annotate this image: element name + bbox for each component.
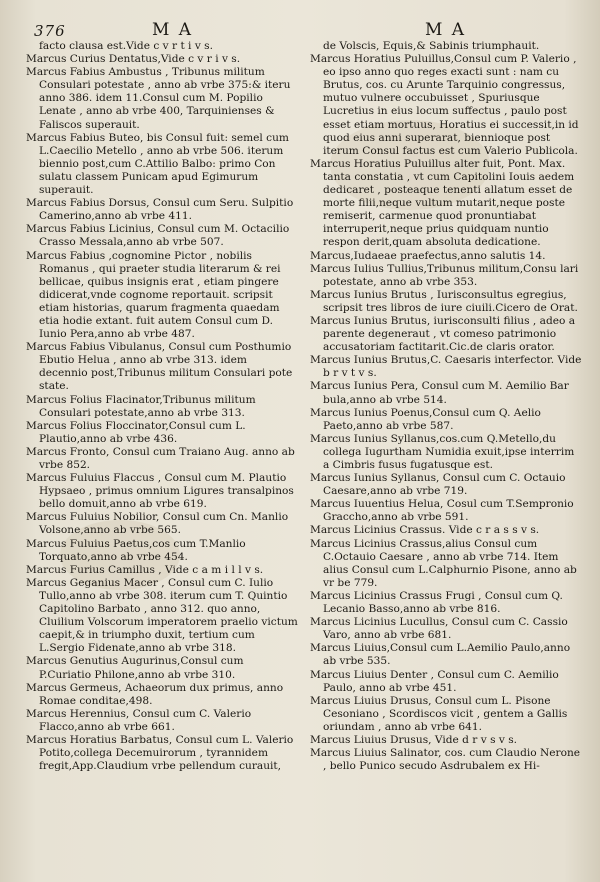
dictionary-entry: Marcus Iunius Syllanus,cos.cum Q.Metello,du collega Iugurtham Numidia exuit,ipse interrim a Cimbris fusus fugatusque est. <box>310 432 575 471</box>
right-running-title: M A <box>425 20 467 40</box>
dictionary-entry: Marcus Liuius Drusus, Consul cum L. Pisone Cesoniano , Scordiscos vicit , gentem a Gallis oriundam , anno ab vrbe 641. <box>310 694 568 733</box>
dictionary-entry: Marcus Fuluius Paetus,cos cum T.Manlio Torquato,anno ab vrbe 454. <box>26 537 246 563</box>
dictionary-entry: Marcus Iunius Poenus,Consul cum Q. Aelio Paeto,anno ab vrbe 587. <box>310 406 541 432</box>
left-running-title: M A <box>152 20 194 40</box>
dictionary-entry: Marcus Folius Floccinator,Consul cum L. Plautio,anno ab vrbe 436. <box>26 419 246 445</box>
dictionary-entry: Marcus Licinius Lucullus, Consul cum C. Cassio Varo, anno ab vrbe 681. <box>310 616 568 642</box>
dictionary-entry: Marcus Licinius Crassus. Vide c r a s s v s. <box>310 524 540 537</box>
dictionary-entry: Marcus Genutius Augurinus,Consul cum P.Curiatio Philone,anno ab vrbe 310. <box>26 655 244 681</box>
dictionary-entry: Marcus Fabius ,cognomine Pictor , nobilis Romanus , qui praeter studia literarum & rei bellicae, quibus insignis erat , etiam pingere didicerat,vnde cognome reportauit. scripsit etiam historias, quarum fragmenta quaedam etia hodie extant. fuit autem Consul cum D. Iunio Pera,anno ab vrbe 487. <box>26 249 281 341</box>
dictionary-entry: Marcus Horatius Puluillus alter fuit, Pont. Max. tanta constatia , vt cum Capitolini Iouis aedem dedicaret , posteaque tenenti allatum esset de morte filii,neque vultum mutarit,neque poste remiserit, carmenue quod pronuntiabat interruperit,neque prius quidquam nuntio respon derit,quam absoluta dedicatione. <box>310 157 575 249</box>
dictionary-entry: Marcus Fabius Buteo, bis Consul fuit: semel cum L.Caecilio Metello , anno ab vrbe 506. iterum biennio post,cum C.Attilio Balbo: primo Con sulatu classem Punicam apud Egimurum superauit. <box>26 131 289 197</box>
dictionary-entry: Marcus Licinius Crassus,alius Consul cum C.Octauio Caesare , anno ab vrbe 714. Item alius Consul cum L.Calphurnio Pisone, anno ab vr be 779. <box>310 537 577 589</box>
dictionary-entry: Marcus Iunius Brutus, iurisconsulti filius , adeo a parente degeneraut , vt comeso patrimonio accusatoriam factitarit.Cic.de claris orator. <box>310 314 576 354</box>
page-number: 376 <box>34 22 66 40</box>
dictionary-entry: Marcus Iunius Brutus , Iurisconsultus egregius, scripsit tres libros de iure ciuili.Cicero de Orat. <box>310 288 578 314</box>
dictionary-entry: Marcus Iunius Pera, Consul cum M. Aemilio Bar bula,anno ab vrbe 514. <box>310 380 569 406</box>
dictionary-entry: Marcus Germeus, Achaeorum dux primus, anno Romae conditae,498. <box>26 681 284 707</box>
right-column <box>310 40 582 773</box>
dictionary-entry: Marcus Fuluius Flaccus , Consul cum M. Plautio Hypsaeo , primus omnium Ligures transalpinos bello domuit,anno ab vrbe 619. <box>26 472 294 511</box>
dictionary-entry: Marcus Furius Camillus , Vide c a m i l l v s. <box>26 563 264 576</box>
dictionary-entry: de Volscis, Equis,& Sabinis triumphauit. <box>323 40 540 52</box>
dictionary-entry: Marcus Fabius Dorsus, Consul cum Seru. Sulpitio Camerino,anno ab vrbe 411. <box>26 197 294 223</box>
dictionary-entry: Marcus Licinius Crassus Frugi , Consul cum Q. Lecanio Basso,anno ab vrbe 816. <box>310 589 563 616</box>
dictionary-entry: Marcus Geganius Macer , Consul cum C. Iulio Tullo,anno ab vrbe 308. iterum cum T. Quintio Capitolino Barbato , anno 312. quo anno, Cluilium Volscorum imperatorem praelio victum caepit,& in triumpho duxit, tertium cum L.Sergio Fidenate,anno ab vrbe 318. <box>26 576 298 655</box>
left-column <box>26 40 298 773</box>
dictionary-entry: Marcus Iulius Tullius,Tribunus militum,Consu lari potestate, anno ab vrbe 353. <box>310 262 579 288</box>
dictionary-entry: Marcus Liuius Salinator, cos. cum Claudio Nerone , bello Punico secudo Asdrubalem ex Hi- <box>310 747 581 773</box>
dictionary-entry: Marcus Iuuentius Helua, Cosul cum T.Sempronio Graccho,anno ab vrbe 591. <box>310 498 574 524</box>
dictionary-entry: Marcus Liuius Denter , Consul cum C. Aemilio Paulo, anno ab vrbe 451. <box>310 668 559 694</box>
dictionary-entry: Marcus Folius Flacinator,Tribunus militum Consulari potestate,anno ab vrbe 313. <box>26 393 256 419</box>
dictionary-entry: Marcus Horatius Barbatus, Consul cum L. Valerio Potito,collega Decemuirorum , tyrannidem fregit,App.Claudium vrbe pellendum curauit, <box>26 733 294 773</box>
dictionary-entry: Marcus Fabius Licinius, Consul cum M. Octacilio Crasso Messala,anno ab vrbe 507. <box>26 223 290 249</box>
dictionary-entry: Marcus,Iudaeae praefectus,anno salutis 14. <box>310 249 546 262</box>
dictionary-entry: Marcus Liuius Drusus, Vide d r v s v s. <box>310 733 518 746</box>
running-header <box>0 18 600 40</box>
dictionary-entry: facto clausa est.Vide c v r t i v s. <box>39 40 213 52</box>
dictionary-entry: Marcus Fabius Vibulanus, Consul cum Posthumio Ebutio Helua , anno ab vrbe 313. idem decennio post,Tribunus militum Consulari pote state. <box>26 341 293 393</box>
dictionary-entry: Marcus Fuluius Nobilior, Consul cum Cn. Manlio Volsone,anno ab vrbe 565. <box>26 511 289 537</box>
dictionary-entry: Marcus Herennius, Consul cum C. Valerio Flacco,anno ab vrbe 661. <box>26 707 252 733</box>
dictionary-entry: Marcus Fronto, Consul cum Traiano Aug. anno ab vrbe 852. <box>26 445 295 471</box>
dictionary-entry: Marcus Iunius Syllanus, Consul cum C. Octauio Caesare,anno ab vrbe 719. <box>310 472 566 498</box>
dictionary-entry: Marcus Iunius Brutus,C. Caesaris interfector. Vide b r v t v s. <box>310 354 582 380</box>
dictionary-entry: Marcus Fabius Ambustus , Tribunus militum Consulari potestate , anno ab vrbe 375:& iteru anno 386. idem 11.Consul cum M. Popilio Lenate , anno ab vrbe 400, Tarquinienses & Faliscos superauit. <box>26 66 291 131</box>
dictionary-entry: Marcus Curius Dentatus,Vide c v r i v s. <box>26 53 241 66</box>
dictionary-entry: Marcus Liuius,Consul cum L.Aemilio Paulo,anno ab vrbe 535. <box>310 642 571 668</box>
dictionary-entry: Marcus Horatius Puluillus,Consul cum P. Valerio , eo ipso anno quo reges exacti sunt : nam cu Brutus, cos. cu Arunte Tarquinio congressus, mutuo vulnere occubuisset , Spuriusque Lucretius in eius locum suffectus , paulo post esset etiam mortuus, Horatius ei successit,in id quod eius anni superarat, biennioque post iterum Consul factus est cum Valerio Publicola. <box>310 53 579 157</box>
